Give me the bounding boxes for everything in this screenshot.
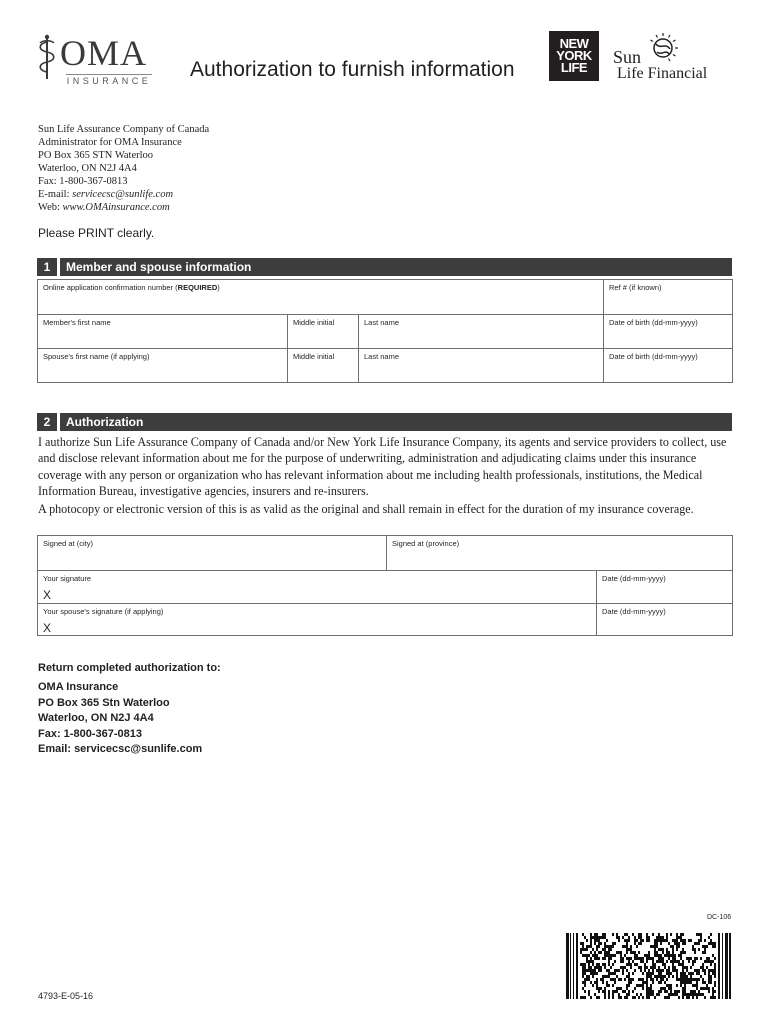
section-2-number: 2 (37, 413, 60, 431)
spouse-middle-initial-label: Middle initial (293, 352, 335, 361)
signed-province-label: Signed at (province) (392, 539, 460, 548)
member-last-name-field[interactable] (358, 314, 603, 348)
page-title: Authorization to furnish information (190, 58, 515, 81)
return-heading: Return completed authorization to: (38, 662, 221, 674)
nyl-logo-line-3: LIFE (560, 60, 588, 75)
address-web (38, 201, 209, 214)
form-code: DC-106 (707, 914, 732, 921)
oma-logo-subtext: INSURANCE (66, 76, 152, 86)
oma-logo-text: OMA (60, 33, 148, 73)
your-signature-date-label: Date (dd-mm-yyyy) (602, 574, 666, 583)
your-signature-label: Your signature (43, 574, 92, 583)
address-fax: Fax: 1-800-367-0813 (38, 176, 128, 187)
sun-globe-icon (647, 32, 679, 64)
authorization-text (38, 434, 738, 517)
web-link[interactable]: www.OMAinsurance.com (62, 202, 170, 213)
ref-number-label: Ref # (if known) (609, 283, 662, 292)
spouse-last-name-field[interactable] (358, 348, 603, 383)
return-line-4: Fax: 1-800-367-0813 (38, 727, 142, 740)
return-address (38, 680, 202, 758)
address-line-3: PO Box 365 STN Waterloo (38, 150, 154, 161)
barcode-icon (566, 933, 732, 999)
spouse-dob-field[interactable] (603, 348, 733, 383)
nyl-logo-line-2: YORK (556, 48, 592, 63)
member-first-name-field[interactable] (37, 314, 287, 348)
section-2-header (37, 413, 732, 431)
member-middle-initial-label: Middle initial (293, 318, 335, 327)
return-line-3: Waterloo, ON N2J 4A4 (38, 712, 154, 724)
member-dob-label: Date of birth (dd-mm-yyyy) (609, 318, 698, 327)
confirmation-number-field[interactable] (37, 279, 603, 314)
document-code: 4793-E-05-16 (38, 991, 94, 1001)
web-label: Web: (38, 202, 63, 213)
signed-city-field[interactable] (37, 535, 386, 570)
section-1-number: 1 (37, 258, 60, 276)
spouse-signature-field[interactable] (37, 603, 596, 636)
return-line-5: Email: servicecsc@sunlife.com (38, 743, 203, 755)
return-line-1: OMA Insurance (38, 681, 119, 693)
signature-grid (37, 535, 733, 636)
confirmation-label-close: ) (217, 283, 220, 292)
authorization-paragraph-1: I authorize Sun Life Assurance Company of Canada and/or New York Life Insurance Company, its agents and service providers to collect, use and disclose relevant information about me for the purpose of underwriting, administration and adjudicating claims under this insurance coverage with any person or organization who has relevant information about me including health professionals, institutions, the Medical Information Bureau, investigative agencies, insurers and re-insurers. (38, 435, 727, 498)
spouse-last-name-label: Last name (364, 352, 400, 361)
email-label: E-mail: (38, 189, 73, 200)
your-signature-field[interactable] (37, 570, 596, 603)
ref-number-field[interactable] (603, 279, 733, 314)
member-middle-initial-field[interactable] (287, 314, 358, 348)
email-link[interactable]: servicecsc@sunlife.com (72, 189, 174, 200)
spouse-dob-label: Date of birth (dd-mm-yyyy) (609, 352, 698, 361)
spouse-signature-date-label: Date (dd-mm-yyyy) (602, 607, 666, 616)
member-last-name-label: Last name (364, 318, 400, 327)
sun-logo-line-1: Sun (613, 47, 642, 67)
address-line-4: Waterloo, ON N2J 4A4 (38, 163, 137, 174)
spouse-first-name-field[interactable] (37, 348, 287, 383)
oma-logo (36, 34, 156, 84)
insurer-address (38, 123, 209, 214)
spouse-first-name-label: Spouse's first name (if applying) (43, 352, 150, 361)
section-1-header (37, 258, 732, 276)
spouse-middle-initial-field[interactable] (287, 348, 358, 383)
address-line-1: Sun Life Assurance Company of Canada (38, 124, 210, 135)
member-first-name-label: Member's first name (43, 318, 111, 327)
section-2-title: Authorization (66, 415, 144, 429)
member-spouse-grid (37, 279, 733, 383)
your-signature-mark: X (43, 588, 52, 602)
section-1-title: Member and spouse information (66, 260, 252, 274)
confirmation-required: REQUIRED (177, 283, 218, 292)
confirmation-label-text: Online application confirmation number ( (43, 283, 178, 292)
address-line-2: Administrator for OMA Insurance (38, 137, 182, 148)
spouse-signature-mark: X (43, 621, 52, 635)
new-york-life-logo (549, 31, 599, 81)
sun-logo-line-2: Life Financial (617, 65, 708, 82)
spouse-signature-date-field[interactable] (596, 603, 733, 636)
authorization-paragraph-2: A photocopy or electronic version of this is as valid as the original and shall remain in effect for the duration of my insurance coverage. (38, 502, 694, 517)
return-line-2: PO Box 365 Stn Waterloo (38, 696, 170, 709)
confirmation-number-label (43, 283, 220, 292)
nyl-logo-line-1: NEW (559, 36, 589, 51)
member-dob-field[interactable] (603, 314, 733, 348)
caduceus-icon (36, 34, 58, 80)
spouse-signature-label: Your spouse's signature (if applying) (43, 607, 164, 616)
your-signature-date-field[interactable] (596, 570, 733, 603)
signed-city-label: Signed at (city) (43, 539, 94, 548)
address-email (38, 188, 209, 201)
signed-province-field[interactable] (386, 535, 733, 570)
sun-life-logo (611, 30, 736, 85)
print-instruction: Please PRINT clearly. (38, 226, 155, 240)
